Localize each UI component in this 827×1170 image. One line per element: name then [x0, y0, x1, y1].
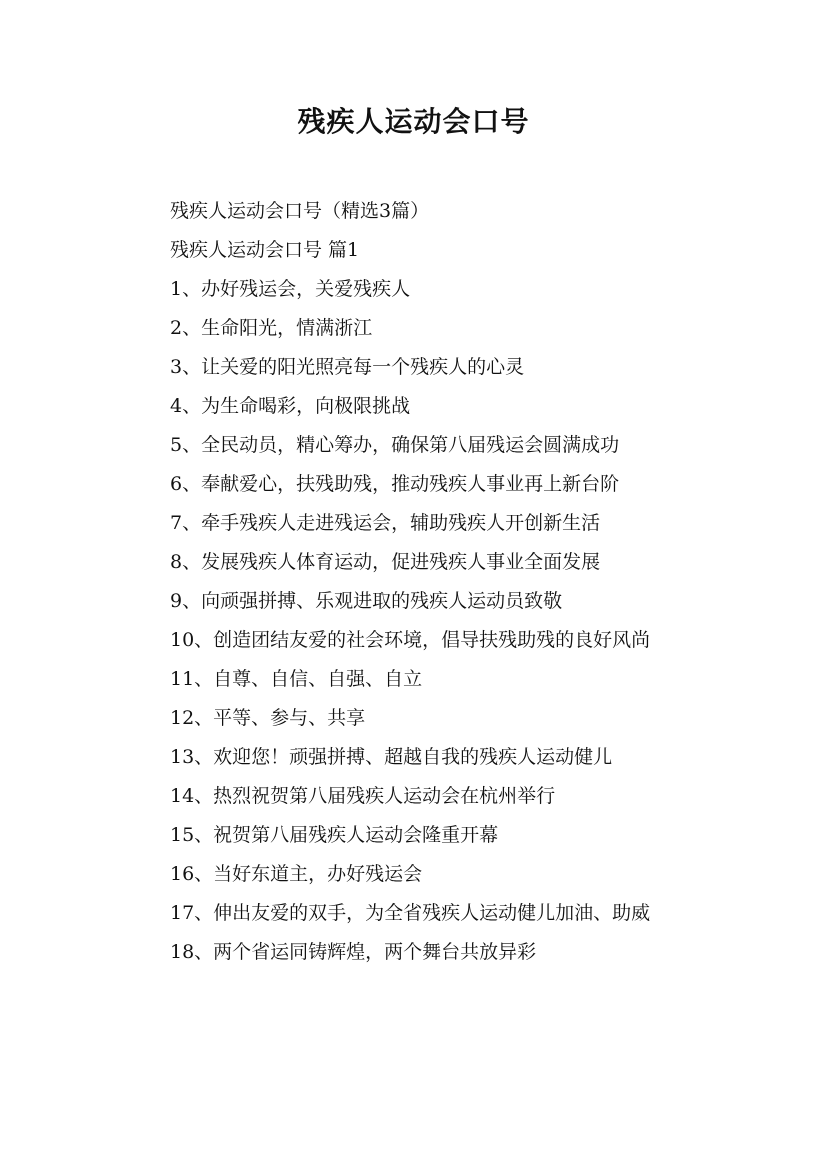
slogan-item: 7、牵手残疾人走进残运会，辅助残疾人开创新生活	[170, 512, 601, 534]
slogan-item: 8、发展残疾人体育运动，促进残疾人事业全面发展	[170, 551, 601, 573]
slogan-item: 14、热烈祝贺第八届残疾人运动会在杭州举行	[170, 785, 556, 807]
slogan-item: 10、创造团结友爱的社会环境，倡导扶残助残的良好风尚	[170, 629, 651, 651]
slogan-item: 12、平等、参与、共享	[170, 707, 366, 729]
slogan-item: 16、当好东道主，办好残运会	[170, 863, 423, 885]
slogan-item: 15、祝贺第八届残疾人运动会隆重开幕	[170, 824, 499, 846]
slogan-item: 5、全民动员，精心筹办，确保第八届残运会圆满成功	[170, 434, 620, 456]
paragraph-section-heading: 残疾人运动会口号 篇1	[170, 239, 360, 261]
slogan-item: 2、生命阳光，情满浙江	[170, 317, 373, 339]
slogan-item: 9、向顽强拼搏、乐观进取的残疾人运动员致敬	[170, 590, 563, 612]
slogan-item: 1、办好残运会，关爱残疾人	[170, 278, 411, 300]
slogan-item: 6、奉献爱心，扶残助残，推动残疾人事业再上新台阶	[170, 473, 620, 495]
slogan-item: 3、让关爱的阳光照亮每一个残疾人的心灵	[170, 356, 525, 378]
document-title: 残疾人运动会口号	[297, 105, 530, 138]
slogan-item: 13、欢迎您！顽强拼搏、超越自我的残疾人运动健儿	[170, 746, 613, 768]
document-body	[128, 192, 708, 972]
slogan-item: 4、为生命喝彩，向极限挑战	[170, 395, 411, 417]
paragraph-subtitle: 残疾人运动会口号（精选3篇）	[170, 200, 430, 222]
slogan-item: 18、两个省运同铸辉煌，两个舞台共放异彩	[170, 941, 537, 963]
slogan-item: 17、伸出友爱的双手，为全省残疾人运动健儿加油、助威	[170, 902, 651, 924]
slogan-item: 11、自尊、自信、自强、自立	[170, 668, 423, 690]
